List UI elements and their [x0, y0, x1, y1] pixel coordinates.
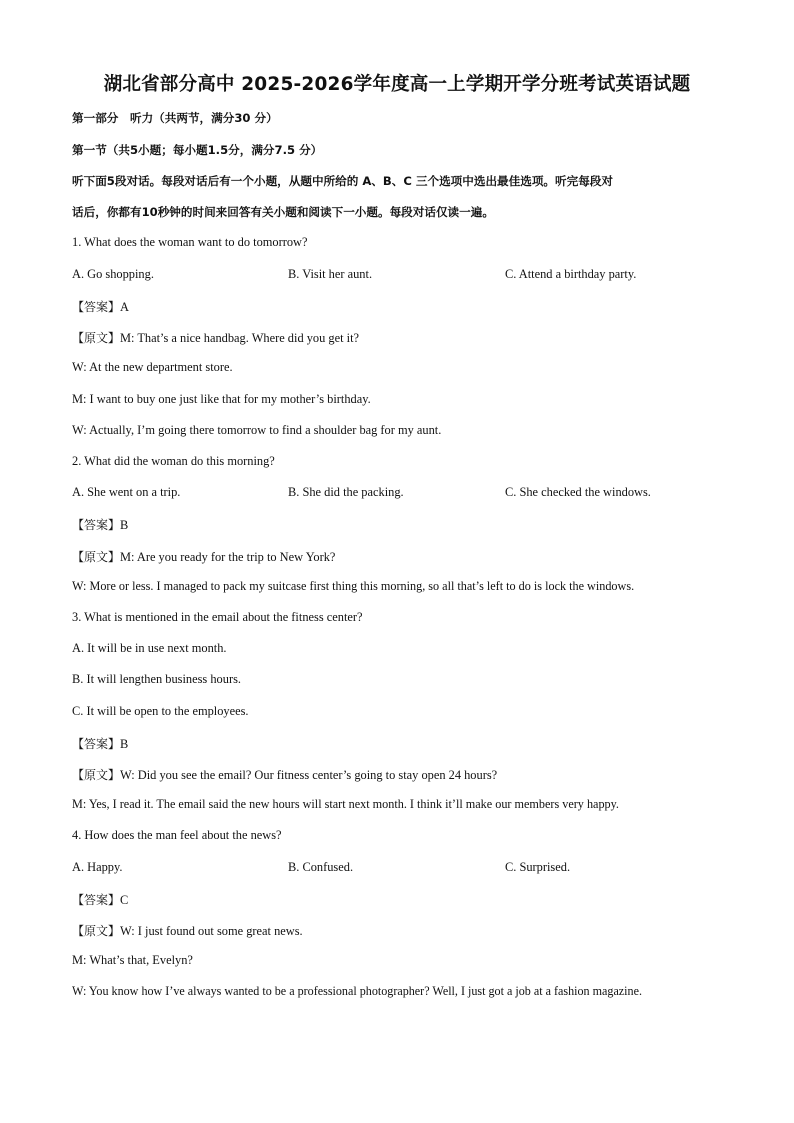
answer-tag: 【答案】	[72, 300, 121, 314]
script-tag: 【原文】	[72, 924, 121, 938]
script-text: M: Are you ready for the trip to New York?	[120, 550, 336, 564]
script-line	[72, 922, 303, 939]
option-b: B. Confused.	[288, 860, 354, 874]
script-line	[72, 766, 497, 783]
question-stem: 4. How does the man feel about the news?	[72, 828, 282, 842]
script-tag: 【原文】	[72, 768, 121, 782]
option-c: C. Attend a birthday party.	[505, 267, 637, 281]
answer-value: B	[120, 518, 129, 532]
instructions-line-1: 听下面5段对话。每段对话后有一个小题，从题中所给的 A、B、C 三个选项中选出最佳选项。听完每段对	[72, 174, 613, 188]
question-stem: 1. What does the woman want to do tomorrow?	[72, 235, 308, 249]
option-b: B. Visit her aunt.	[288, 267, 373, 281]
script-text: M: That’s a nice handbag. Where did you get it?	[120, 331, 360, 345]
option-a: A. Go shopping.	[72, 267, 154, 281]
answer-line	[72, 891, 128, 908]
option-c: C. Surprised.	[505, 860, 571, 874]
script-text: W: Did you see the email? Our fitness center’s going to stay open 24 hours?	[120, 768, 498, 782]
option-a: A. It will be in use next month.	[72, 641, 227, 655]
answer-value: A	[120, 300, 129, 314]
question-stem: 2. What did the woman do this morning?	[72, 454, 275, 468]
question-stem: 3. What is mentioned in the email about the fitness center?	[72, 610, 363, 624]
script-line: M: Yes, I read it. The email said the new hours will start next month. I think it’ll make our members very happy.	[72, 797, 619, 811]
script-line	[72, 548, 335, 565]
option-b: B. She did the packing.	[288, 485, 404, 499]
option-a: A. She went on a trip.	[72, 485, 181, 499]
script-line: W: You know how I’ve always wanted to be a professional photographer? Well, I just got a job at a fashion magazine.	[72, 984, 642, 998]
option-c: C. She checked the windows.	[505, 485, 651, 499]
script-line: M: I want to buy one just like that for my mother’s birthday.	[72, 392, 371, 406]
option-c: C. It will be open to the employees.	[72, 704, 249, 718]
option-a: A. Happy.	[72, 860, 123, 874]
answer-line	[72, 516, 128, 533]
script-text: W: I just found out some great news.	[120, 924, 303, 938]
answer-line	[72, 735, 128, 752]
script-tag: 【原文】	[72, 331, 121, 345]
answer-line	[72, 298, 129, 315]
option-b: B. It will lengthen business hours.	[72, 672, 241, 686]
script-line	[72, 329, 359, 346]
page-title: 湖北省部分高中 2025-2026学年度高一上学期开学分班考试英语试题	[103, 74, 691, 95]
instructions-line-2: 话后，你都有10秒钟的时间来回答有关小题和阅读下一小题。每段对话仅读一遍。	[72, 205, 494, 219]
script-tag: 【原文】	[72, 550, 121, 564]
script-line: M: What’s that, Evelyn?	[72, 953, 193, 967]
answer-tag: 【答案】	[72, 893, 121, 907]
answer-tag: 【答案】	[72, 737, 121, 751]
script-line: W: At the new department store.	[72, 360, 233, 374]
answer-value: B	[120, 737, 129, 751]
script-line: W: More or less. I managed to pack my suitcase first thing this morning, so all that’s left to do is lock the windows.	[72, 579, 635, 593]
script-line: W: Actually, I’m going there tomorrow to find a shoulder bag for my aunt.	[72, 423, 442, 437]
answer-value: C	[120, 893, 129, 907]
part-heading: 第一部分 听力（共两节，满分30 分）	[72, 111, 278, 125]
section-heading: 第一节（共5小题；每小题1.5分，满分7.5 分）	[72, 143, 323, 157]
answer-tag: 【答案】	[72, 518, 121, 532]
